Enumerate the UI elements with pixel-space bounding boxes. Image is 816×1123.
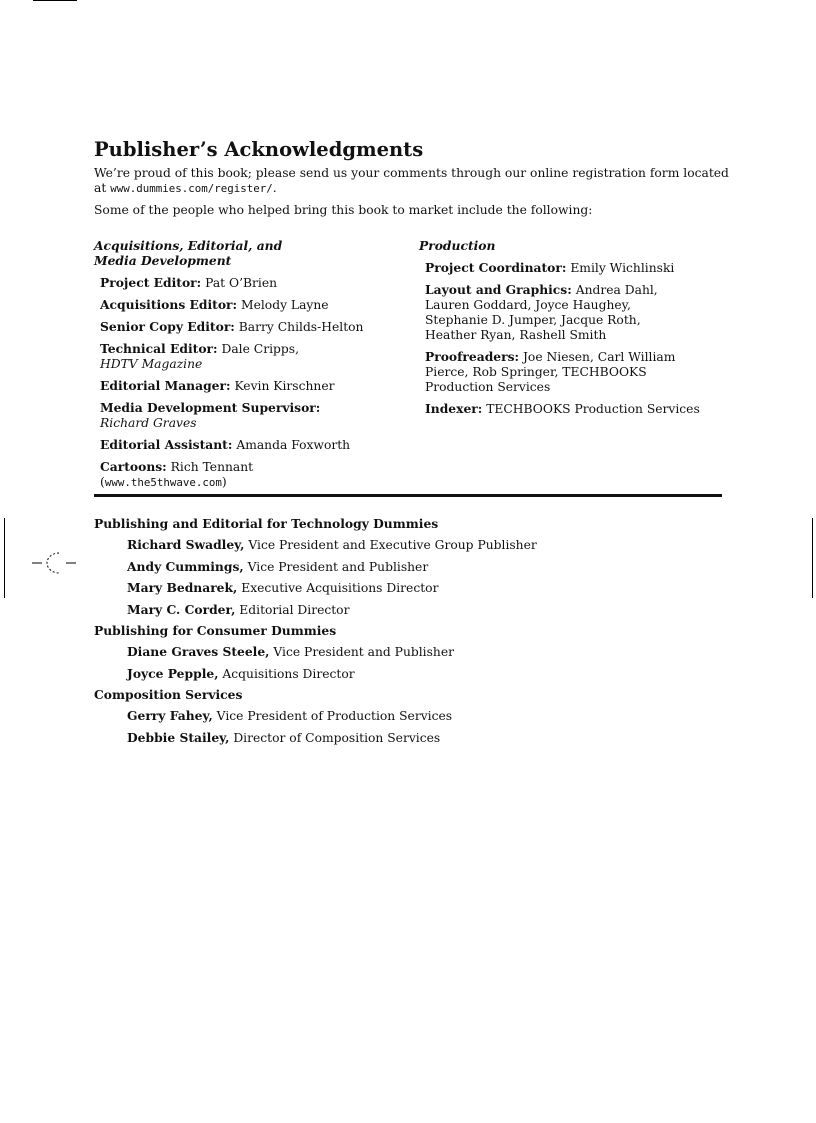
credit-name: Melody Layne (241, 298, 329, 312)
credit-role: Editorial Assistant: (100, 437, 233, 452)
person-title: Editorial Director (239, 602, 350, 617)
person-name: Gerry Fahey, (127, 708, 213, 723)
credit-subline: Pierce, Rob Springer, TECHBOOKS (425, 365, 647, 379)
person-title: Vice President and Publisher (247, 559, 429, 574)
credit-name: Pat O’Brien (205, 276, 278, 290)
credit-role: Layout and Graphics: (425, 282, 572, 297)
credit-subline (100, 475, 404, 490)
intro-text: We’re proud of this book; please send us your comments through our online registration form located at (94, 166, 729, 195)
credit-role: Indexer: (425, 401, 483, 416)
credit-entry (100, 378, 404, 394)
staff-person (127, 559, 734, 575)
cartoon-link[interactable]: www.the5thwave.com (104, 476, 222, 489)
credit-name: Dale Cripps, (221, 342, 299, 356)
person-name: Richard Swadley, (127, 537, 245, 552)
credit-entry (100, 297, 404, 313)
credit-role: Project Coordinator: (425, 260, 567, 275)
intro-paragraph-2: Some of the people who helped bring this book to market include the following: (94, 203, 593, 217)
credit-name: Andrea Dahl, (575, 283, 658, 297)
person-name: Joyce Pepple, (127, 665, 219, 681)
credit-subline: HDTV Magazine (100, 357, 203, 371)
person-title: Acquisitions Director (222, 666, 355, 681)
credit-entry (425, 401, 729, 417)
credit-name: Emily Wichlinski (570, 261, 675, 275)
credit-role: Cartoons: (100, 459, 167, 474)
credit-entry (100, 319, 404, 335)
credit-entry (100, 400, 404, 431)
person-name: Diane Graves Steele, (127, 644, 270, 659)
credit-entry (425, 349, 729, 395)
credit-name: Kevin Kirschner (234, 379, 335, 393)
staff-person (127, 537, 734, 553)
crop-mark-right (812, 518, 813, 598)
acquisitions-column (94, 238, 404, 496)
column-heading (94, 238, 404, 268)
credit-role: Acquisitions Editor: (100, 297, 238, 312)
credit-role: Senior Copy Editor: (100, 319, 235, 334)
staff-person (127, 708, 734, 724)
registration-link[interactable]: www.dummies.com/register/ (110, 182, 273, 195)
staff-group-heading: Publishing and Editorial for Technology Dummies (94, 516, 439, 531)
person-title: Executive Acquisitions Director (241, 581, 439, 595)
staff-group-heading: Composition Services (94, 687, 243, 702)
credit-entry (100, 437, 404, 453)
staff-person (127, 644, 734, 660)
credit-entry (100, 275, 404, 291)
section-divider (94, 494, 722, 497)
staff-person (127, 730, 734, 746)
intro-paragraph (94, 166, 734, 196)
paren: ) (221, 475, 227, 489)
person-title: Vice President and Publisher (273, 645, 454, 659)
credit-role: Media Development Supervisor: (100, 400, 321, 415)
crop-mark-top (33, 0, 77, 1)
credit-name: TECHBOOKS Production Services (486, 402, 700, 416)
credit-name: Amanda Foxworth (236, 438, 351, 452)
credit-name: Rich Tennant (170, 460, 254, 474)
credit-role: Technical Editor: (100, 341, 218, 356)
credit-entry (100, 459, 404, 490)
credit-entry (425, 260, 729, 276)
credit-role: Editorial Manager: (100, 378, 231, 393)
credit-subline: Heather Ryan, Rashell Smith (425, 328, 607, 342)
person-name: Mary C. Corder, (127, 601, 236, 617)
credit-entry (425, 282, 729, 343)
page-title: Publisher’s Acknowledgments (94, 138, 424, 161)
credit-subline: Lauren Goddard, Joyce Haughey, (425, 298, 631, 312)
person-title: Vice President and Executive Group Publisher (248, 538, 537, 552)
credit-subline: Richard Graves (100, 416, 197, 430)
credit-subline: Stephanie D. Jumper, Jacque Roth, (425, 313, 641, 327)
production-column (419, 238, 729, 423)
credit-role: Project Editor: (100, 275, 202, 290)
person-name: Andy Cummings, (127, 558, 244, 574)
person-title: Director of Composition Services (233, 730, 441, 745)
person-title: Vice President of Production Services (216, 709, 453, 723)
person-name: Debbie Stailey, (127, 729, 230, 745)
person-name: Mary Bednarek, (127, 580, 238, 595)
column-heading-line: Acquisitions, Editorial, and (94, 238, 283, 253)
staff-group-heading: Publishing for Consumer Dummies (94, 623, 337, 638)
column-heading: Production (419, 238, 496, 253)
staff-person (127, 580, 734, 596)
credit-name: Barry Childs-Helton (238, 320, 364, 334)
paren: ( (100, 475, 105, 489)
credit-name: Joe Niesen, Carl William (522, 350, 676, 364)
credit-entry (100, 341, 404, 372)
staff-person (127, 666, 734, 682)
column-heading-line: Media Development (94, 253, 232, 268)
crop-mark-left (4, 518, 5, 598)
credit-subline: Production Services (425, 380, 551, 394)
credit-role: Proofreaders: (425, 349, 520, 364)
staff-section (94, 516, 734, 751)
registration-mark-icon (32, 548, 78, 578)
staff-person (127, 602, 734, 618)
intro-text-end: . (272, 181, 277, 195)
